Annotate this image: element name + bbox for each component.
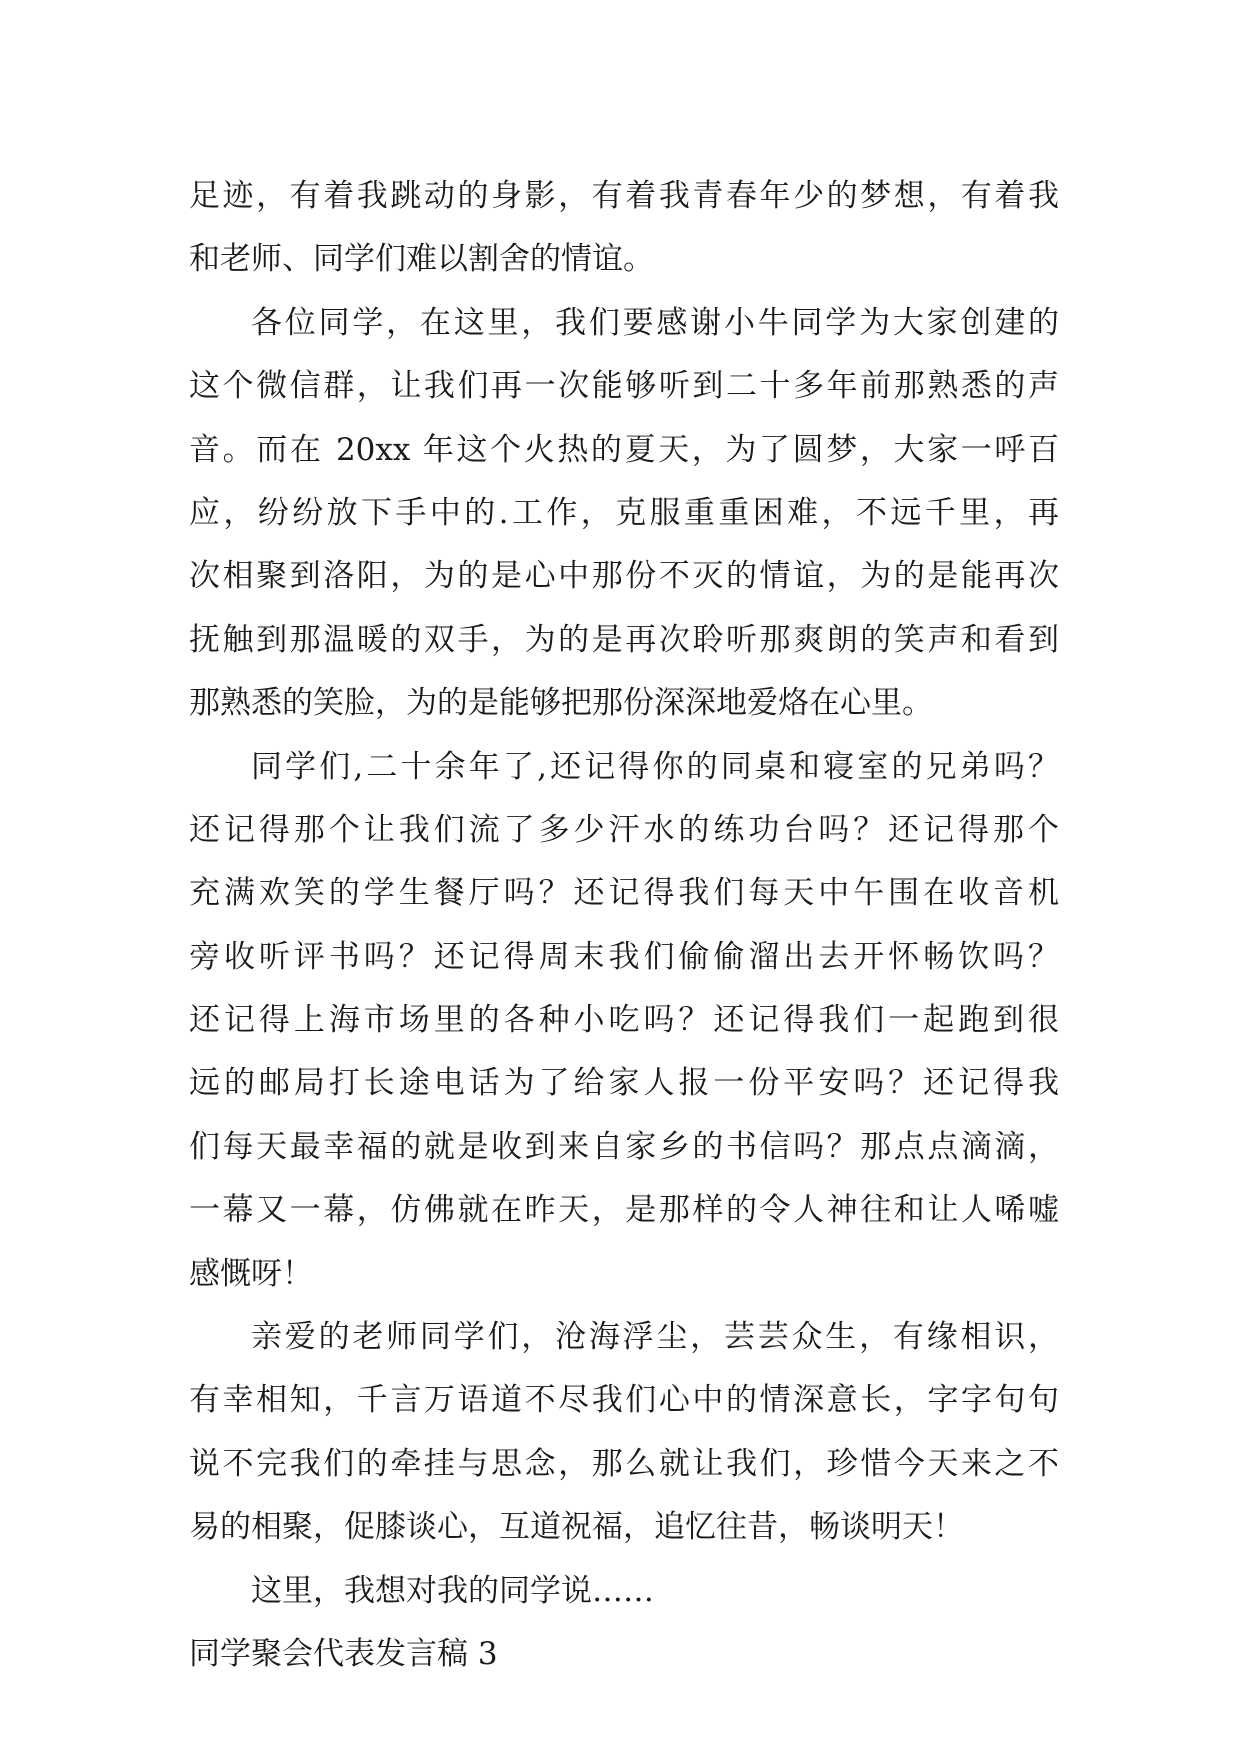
text-line: 旁收听评书吗？还记得周末我们偷偷溜出去开怀畅饮吗？	[189, 938, 1059, 975]
paragraph-3	[189, 736, 1059, 1307]
text-line: 抚触到那温暖的双手，为的是再次聆听那爽朗的笑声和看到	[189, 621, 1059, 658]
text-line: 感慨呀！	[189, 1255, 313, 1292]
text-line: 亲爱的老师同学们，沧海浮尘，芸芸众生，有缘相识，	[251, 1319, 1059, 1356]
text-line: 说不完我们的牵挂与思念，那么就让我们，珍惜今天来之不	[189, 1445, 1059, 1482]
section-heading: 同学聚会代表发言稿 3	[189, 1635, 498, 1672]
text-line: 们每天最幸福的就是收到来自家乡的书信吗？那点点滴滴，	[189, 1128, 1059, 1165]
text-line: 各位同学，在这里，我们要感谢小牛同学为大家创建的	[251, 304, 1059, 341]
text-line: 那熟悉的笑脸，为的是能够把那份深深地爱烙在心里。	[189, 685, 933, 722]
text-line: 一幕又一幕，仿佛就在昨天，是那样的令人神往和让人唏嘘	[189, 1192, 1059, 1229]
text-line: 还记得那个让我们流了多少汗水的练功台吗？还记得那个	[189, 811, 1059, 848]
paragraph-1	[189, 165, 1059, 292]
text-line: 同学们,二十余年了,还记得你的同桌和寝室的兄弟吗？	[251, 748, 1059, 785]
text-line: 还记得上海市场里的各种小吃吗？还记得我们一起跑到很	[189, 1002, 1059, 1039]
text-line: 充满欢笑的学生餐厅吗？还记得我们每天中午围在收音机	[189, 875, 1059, 912]
text-line: 这里，我想对我的同学说……	[251, 1572, 654, 1609]
text-line: 易的相聚，促膝谈心，互道祝福，追忆往昔，畅谈明天！	[189, 1509, 964, 1546]
document-body	[189, 165, 1059, 1686]
text-line: 应，纷纷放下手中的.工作，克服重重困难，不远千里，再	[189, 494, 1059, 531]
text-line: 远的邮局打长途电话为了给家人报一份平安吗？还记得我	[189, 1065, 1059, 1102]
text-line: 次相聚到洛阳，为的是心中那份不灭的情谊，为的是能再次	[189, 558, 1059, 595]
paragraph-2	[189, 292, 1059, 736]
text-line: 和老师、同学们难以割舍的情谊。	[189, 241, 654, 278]
text-line: 音。而在 20xx 年这个火热的夏天，为了圆梦，大家一呼百	[189, 431, 1059, 468]
text-line: 足迹，有着我跳动的身影，有着我青春年少的梦想，有着我	[189, 178, 1059, 214]
paragraph-4	[189, 1306, 1059, 1560]
text-line: 这个微信群，让我们再一次能够听到二十多年前那熟悉的声	[189, 368, 1059, 405]
text-line: 有幸相知，千言万语道不尽我们心中的情深意长，字字句句	[189, 1382, 1059, 1419]
paragraph-5	[189, 1560, 1059, 1623]
